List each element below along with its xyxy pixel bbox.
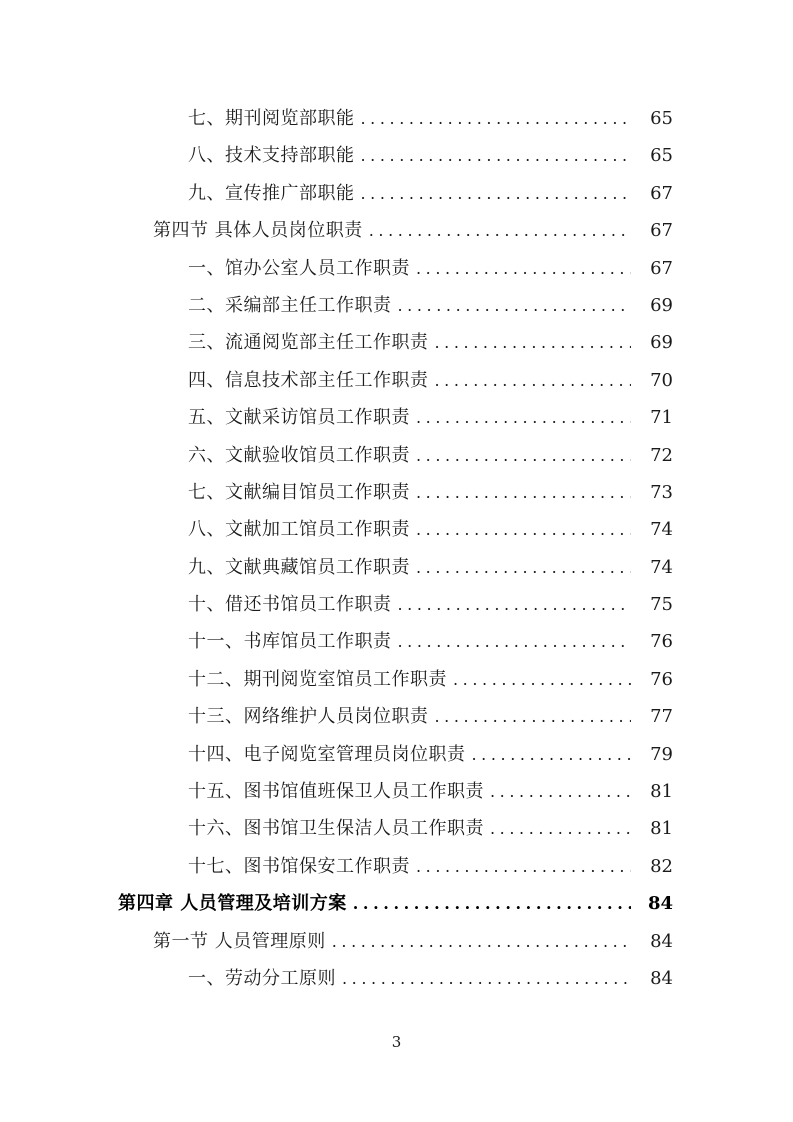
toc-entry-page: 75: [650, 594, 673, 616]
toc-dot-leader: [472, 736, 632, 773]
toc-entry-title: 第一节 人员管理原则: [153, 930, 326, 952]
toc-entry-title: 十六、图书馆卫生保洁人员工作职责: [188, 818, 484, 840]
toc-entry-title: 八、技术支持部职能: [188, 145, 355, 167]
toc-entry-page: 81: [650, 818, 673, 840]
toc-entry[interactable]: [0, 250, 793, 287]
toc-dot-leader: [369, 212, 631, 249]
toc-entry-page: 81: [650, 781, 673, 803]
toc-entry-title: 十二、期刊阅览室馆员工作职责: [188, 668, 447, 690]
toc-entry-page: 65: [650, 108, 673, 129]
toc-entry-title: 一、馆办公室人员工作职责: [188, 257, 410, 279]
toc-entry-title: 一、劳动分工原则: [188, 967, 336, 989]
toc-dot-leader: [398, 586, 632, 623]
toc-dot-leader: [332, 923, 631, 960]
toc-entry[interactable]: [0, 212, 793, 249]
toc-entry[interactable]: [0, 773, 793, 810]
toc-entry-page: 84: [650, 930, 673, 952]
toc-entry-title: 十三、网络维护人员岗位职责: [188, 706, 429, 728]
toc-dot-leader: [435, 324, 632, 361]
toc-entry[interactable]: [0, 399, 793, 436]
table-of-contents: [0, 100, 793, 997]
toc-entry[interactable]: [0, 885, 793, 922]
toc-entry-title: 四、信息技术部主任工作职责: [188, 369, 429, 391]
toc-entry-title: 三、流通阅览部主任工作职责: [188, 332, 429, 354]
toc-entry-page: 69: [650, 294, 673, 316]
toc-entry-page: 67: [650, 220, 673, 242]
toc-entry-page: 77: [650, 706, 673, 728]
toc-entry[interactable]: [0, 474, 793, 511]
toc-entry[interactable]: [0, 960, 793, 997]
toc-dot-leader: [435, 362, 632, 399]
toc-entry-page: 74: [650, 556, 673, 578]
toc-entry[interactable]: [0, 437, 793, 474]
toc-entry-title: 十七、图书馆保安工作职责: [188, 855, 410, 877]
toc-entry-title: 六、文献验收馆员工作职责: [188, 444, 410, 466]
toc-entry-title: 十、借还书馆员工作职责: [188, 594, 392, 616]
toc-entry-page: 74: [650, 519, 673, 541]
toc-dot-leader: [435, 698, 632, 735]
toc-entry[interactable]: [0, 549, 793, 586]
toc-dot-leader: [416, 250, 631, 287]
toc-dot-leader: [398, 287, 632, 324]
toc-entry-page: 71: [650, 407, 673, 429]
toc-entry[interactable]: [0, 324, 793, 361]
toc-entry[interactable]: [0, 175, 793, 212]
toc-entry-title: 九、宣传推广部职能: [188, 182, 355, 204]
toc-entry-page: 67: [650, 257, 673, 279]
toc-dot-leader: [416, 437, 631, 474]
toc-entry-page: 72: [650, 444, 673, 466]
toc-entry[interactable]: [0, 100, 793, 137]
toc-entry-page: 84: [650, 967, 673, 989]
toc-entry-title: 十一、书库馆员工作职责: [188, 631, 392, 653]
toc-entry-title: 七、期刊阅览部职能: [188, 108, 355, 129]
toc-entry-title: 五、文献采访馆员工作职责: [188, 407, 410, 429]
toc-entry[interactable]: [0, 810, 793, 847]
toc-entry-title: 九、文献典藏馆员工作职责: [188, 556, 410, 578]
toc-entry[interactable]: [0, 698, 793, 735]
toc-entry-title: 十四、电子阅览室管理员岗位职责: [188, 743, 466, 765]
toc-dot-leader: [416, 549, 631, 586]
toc-entry-title: 十五、图书馆值班保卫人员工作职责: [188, 781, 484, 803]
toc-entry[interactable]: [0, 736, 793, 773]
toc-entry-page: 82: [650, 855, 673, 877]
toc-entry[interactable]: [0, 586, 793, 623]
toc-dot-leader: [361, 100, 632, 137]
page-number: 3: [391, 1033, 402, 1051]
toc-entry-title: 第四章 人员管理及培训方案: [118, 893, 347, 915]
toc-entry-page: 69: [650, 332, 673, 354]
toc-dot-leader: [398, 623, 632, 660]
toc-entry-title: 七、文献编目馆员工作职责: [188, 481, 410, 503]
toc-entry[interactable]: [0, 661, 793, 698]
toc-entry[interactable]: [0, 362, 793, 399]
toc-entry[interactable]: [0, 923, 793, 960]
toc-entry[interactable]: [0, 287, 793, 324]
toc-dot-leader: [416, 511, 631, 548]
toc-dot-leader: [453, 661, 631, 698]
toc-entry-page: 84: [647, 893, 673, 915]
toc-entry-title: 第四节 具体人员岗位职责: [153, 220, 363, 242]
toc-dot-leader: [361, 175, 632, 212]
toc-dot-leader: [416, 399, 631, 436]
toc-dot-leader: [353, 885, 631, 922]
toc-entry[interactable]: [0, 848, 793, 885]
toc-entry-page: 76: [650, 668, 673, 690]
toc-dot-leader: [416, 474, 631, 511]
toc-entry-page: 67: [650, 182, 673, 204]
toc-entry-title: 八、文献加工馆员工作职责: [188, 519, 410, 541]
toc-entry-page: 65: [650, 145, 673, 167]
toc-entry-page: 79: [650, 743, 673, 765]
toc-entry[interactable]: [0, 623, 793, 660]
toc-entry-page: 70: [650, 369, 673, 391]
toc-entry-title: 二、采编部主任工作职责: [188, 294, 392, 316]
toc-dot-leader: [361, 137, 632, 174]
toc-dot-leader: [490, 810, 631, 847]
toc-entry-page: 73: [650, 481, 673, 503]
toc-dot-leader: [342, 960, 631, 997]
toc-entry-page: 76: [650, 631, 673, 653]
toc-dot-leader: [490, 773, 631, 810]
toc-entry[interactable]: [0, 511, 793, 548]
toc-entry[interactable]: [0, 137, 793, 174]
toc-dot-leader: [416, 848, 631, 885]
